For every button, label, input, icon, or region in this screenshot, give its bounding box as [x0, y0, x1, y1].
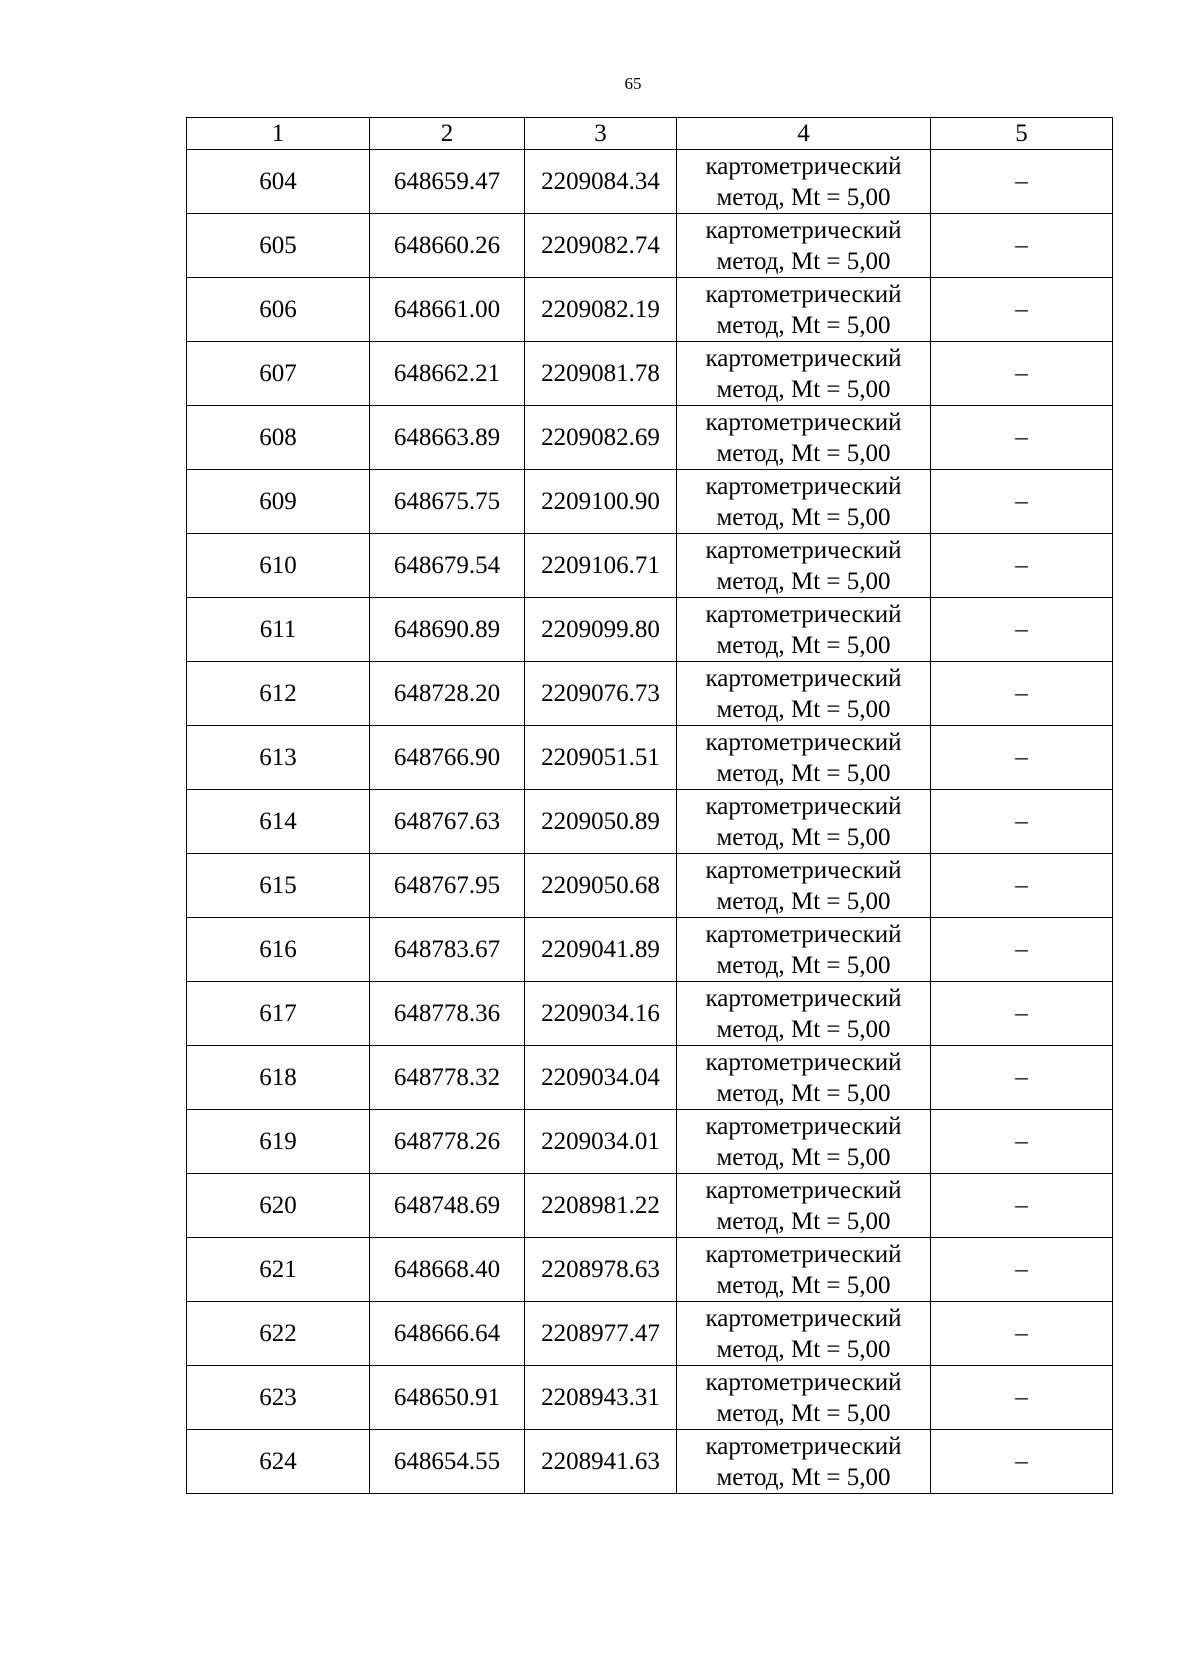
method-cell — [677, 1110, 931, 1174]
y-coordinate-cell: 2209041.89 — [525, 918, 677, 982]
method-line-1: картометрический — [705, 1304, 902, 1332]
y-coordinate-cell: 2209034.01 — [525, 1110, 677, 1174]
column-header-4: 4 — [677, 118, 931, 150]
y-coordinate-cell: 2209081.78 — [525, 342, 677, 406]
note-cell: – — [931, 1238, 1113, 1302]
method-line-1: картометрический — [705, 216, 902, 244]
table-row — [187, 982, 1113, 1046]
point-number-cell: 618 — [187, 1046, 370, 1110]
method-line-2: метод, Mt = 5,00 — [716, 951, 891, 979]
x-coordinate-cell: 648666.64 — [370, 1302, 525, 1366]
x-coordinate-cell: 648728.20 — [370, 662, 525, 726]
table-row — [187, 1046, 1113, 1110]
table-row — [187, 1302, 1113, 1366]
method-cell — [677, 1174, 931, 1238]
y-coordinate-cell: 2209082.74 — [525, 214, 677, 278]
table-row — [187, 150, 1113, 214]
table-row — [187, 342, 1113, 406]
point-number-cell: 604 — [187, 150, 370, 214]
table-row — [187, 1174, 1113, 1238]
method-cell — [677, 854, 931, 918]
page-number: 65 — [624, 74, 642, 93]
method-line-1: картометрический — [705, 920, 902, 948]
method-line-1: картометрический — [705, 152, 902, 180]
note-cell: – — [931, 790, 1113, 854]
method-line-1: картометрический — [705, 664, 902, 692]
note-cell: – — [931, 854, 1113, 918]
table-row — [187, 1238, 1113, 1302]
table-row — [187, 1366, 1113, 1430]
method-cell — [677, 918, 931, 982]
method-line-2: метод, Mt = 5,00 — [716, 439, 891, 467]
note-cell: – — [931, 1174, 1113, 1238]
column-header-3: 3 — [525, 118, 677, 150]
note-cell: – — [931, 534, 1113, 598]
note-cell: – — [931, 1430, 1113, 1494]
point-number-cell: 615 — [187, 854, 370, 918]
method-line-1: картометрический — [705, 728, 902, 756]
table-row — [187, 662, 1113, 726]
x-coordinate-cell: 648748.69 — [370, 1174, 525, 1238]
method-line-2: метод, Mt = 5,00 — [716, 759, 891, 787]
method-line-2: метод, Mt = 5,00 — [716, 1079, 891, 1107]
y-coordinate-cell: 2209082.19 — [525, 278, 677, 342]
point-number-cell: 621 — [187, 1238, 370, 1302]
note-cell: – — [931, 278, 1113, 342]
x-coordinate-cell: 648650.91 — [370, 1366, 525, 1430]
table-row — [187, 726, 1113, 790]
table-row — [187, 214, 1113, 278]
x-coordinate-cell: 648675.75 — [370, 470, 525, 534]
note-cell: – — [931, 1366, 1113, 1430]
x-coordinate-cell: 648767.95 — [370, 854, 525, 918]
method-line-1: картометрический — [705, 856, 902, 884]
y-coordinate-cell: 2209051.51 — [525, 726, 677, 790]
y-coordinate-cell: 2209034.16 — [525, 982, 677, 1046]
method-line-2: метод, Mt = 5,00 — [716, 695, 891, 723]
note-cell: – — [931, 150, 1113, 214]
point-number-cell: 614 — [187, 790, 370, 854]
table-row — [187, 918, 1113, 982]
method-line-1: картометрический — [705, 1112, 902, 1140]
table-row — [187, 854, 1113, 918]
method-line-2: метод, Mt = 5,00 — [716, 247, 891, 275]
method-line-2: метод, Mt = 5,00 — [716, 1271, 891, 1299]
y-coordinate-cell: 2208978.63 — [525, 1238, 677, 1302]
method-line-1: картометрический — [705, 1432, 902, 1460]
note-cell: – — [931, 598, 1113, 662]
column-header-5: 5 — [931, 118, 1113, 150]
y-coordinate-cell: 2208941.63 — [525, 1430, 677, 1494]
method-cell — [677, 662, 931, 726]
table-row — [187, 790, 1113, 854]
method-cell — [677, 1366, 931, 1430]
point-number-cell: 624 — [187, 1430, 370, 1494]
table-row — [187, 1110, 1113, 1174]
y-coordinate-cell: 2209084.34 — [525, 150, 677, 214]
method-line-1: картометрический — [705, 1176, 902, 1204]
note-cell: – — [931, 1302, 1113, 1366]
method-cell — [677, 406, 931, 470]
method-line-1: картометрический — [705, 984, 902, 1012]
method-cell — [677, 1046, 931, 1110]
table-row — [187, 598, 1113, 662]
method-cell — [677, 1430, 931, 1494]
method-line-2: метод, Mt = 5,00 — [716, 1463, 891, 1491]
method-line-1: картометрический — [705, 1240, 902, 1268]
table-row — [187, 470, 1113, 534]
point-number-cell: 623 — [187, 1366, 370, 1430]
method-line-2: метод, Mt = 5,00 — [716, 375, 891, 403]
method-cell — [677, 726, 931, 790]
column-header-2: 2 — [370, 118, 525, 150]
point-number-cell: 606 — [187, 278, 370, 342]
method-cell — [677, 534, 931, 598]
point-number-cell: 620 — [187, 1174, 370, 1238]
method-line-2: метод, Mt = 5,00 — [716, 1143, 891, 1171]
method-line-2: метод, Mt = 5,00 — [716, 823, 891, 851]
point-number-cell: 609 — [187, 470, 370, 534]
table-row — [187, 534, 1113, 598]
method-line-2: метод, Mt = 5,00 — [716, 1207, 891, 1235]
x-coordinate-cell: 648766.90 — [370, 726, 525, 790]
method-cell — [677, 1238, 931, 1302]
note-cell: – — [931, 470, 1113, 534]
x-coordinate-cell: 648778.32 — [370, 1046, 525, 1110]
point-number-cell: 613 — [187, 726, 370, 790]
note-cell: – — [931, 1110, 1113, 1174]
method-cell — [677, 278, 931, 342]
method-line-2: метод, Mt = 5,00 — [716, 311, 891, 339]
table-body — [187, 150, 1113, 1494]
y-coordinate-cell: 2208977.47 — [525, 1302, 677, 1366]
method-line-1: картометрический — [705, 1048, 902, 1076]
x-coordinate-cell: 648778.36 — [370, 982, 525, 1046]
y-coordinate-cell: 2209034.04 — [525, 1046, 677, 1110]
method-line-1: картометрический — [705, 280, 902, 308]
method-line-2: метод, Mt = 5,00 — [716, 503, 891, 531]
y-coordinate-cell: 2209050.68 — [525, 854, 677, 918]
method-line-2: метод, Mt = 5,00 — [716, 1015, 891, 1043]
method-line-2: метод, Mt = 5,00 — [716, 567, 891, 595]
note-cell: – — [931, 406, 1113, 470]
method-line-2: метод, Mt = 5,00 — [716, 183, 891, 211]
method-line-1: картометрический — [705, 792, 902, 820]
point-number-cell: 622 — [187, 1302, 370, 1366]
method-cell — [677, 598, 931, 662]
y-coordinate-cell: 2209050.89 — [525, 790, 677, 854]
point-number-cell: 605 — [187, 214, 370, 278]
point-number-cell: 612 — [187, 662, 370, 726]
x-coordinate-cell: 648778.26 — [370, 1110, 525, 1174]
y-coordinate-cell: 2208943.31 — [525, 1366, 677, 1430]
note-cell: – — [931, 214, 1113, 278]
x-coordinate-cell: 648659.47 — [370, 150, 525, 214]
method-cell — [677, 214, 931, 278]
method-line-1: картометрический — [705, 600, 902, 628]
table-row — [187, 278, 1113, 342]
point-number-cell: 607 — [187, 342, 370, 406]
point-number-cell: 611 — [187, 598, 370, 662]
method-line-1: картометрический — [705, 536, 902, 564]
method-cell — [677, 150, 931, 214]
y-coordinate-cell: 2209099.80 — [525, 598, 677, 662]
method-cell — [677, 342, 931, 406]
y-coordinate-cell: 2209076.73 — [525, 662, 677, 726]
x-coordinate-cell: 648660.26 — [370, 214, 525, 278]
x-coordinate-cell: 648783.67 — [370, 918, 525, 982]
point-number-cell: 608 — [187, 406, 370, 470]
method-line-2: метод, Mt = 5,00 — [716, 631, 891, 659]
x-coordinate-cell: 648654.55 — [370, 1430, 525, 1494]
note-cell: – — [931, 1046, 1113, 1110]
coordinates-table — [186, 117, 1113, 1494]
point-number-cell: 619 — [187, 1110, 370, 1174]
method-cell — [677, 982, 931, 1046]
x-coordinate-cell: 648679.54 — [370, 534, 525, 598]
point-number-cell: 616 — [187, 918, 370, 982]
method-line-1: картометрический — [705, 1368, 902, 1396]
x-coordinate-cell: 648767.63 — [370, 790, 525, 854]
method-line-1: картометрический — [705, 344, 902, 372]
method-line-2: метод, Mt = 5,00 — [716, 1335, 891, 1363]
x-coordinate-cell: 648662.21 — [370, 342, 525, 406]
method-cell — [677, 1302, 931, 1366]
x-coordinate-cell: 648663.89 — [370, 406, 525, 470]
y-coordinate-cell: 2208981.22 — [525, 1174, 677, 1238]
note-cell: – — [931, 662, 1113, 726]
point-number-cell: 610 — [187, 534, 370, 598]
method-line-1: картометрический — [705, 472, 902, 500]
note-cell: – — [931, 982, 1113, 1046]
x-coordinate-cell: 648661.00 — [370, 278, 525, 342]
y-coordinate-cell: 2209082.69 — [525, 406, 677, 470]
method-line-2: метод, Mt = 5,00 — [716, 887, 891, 915]
x-coordinate-cell: 648668.40 — [370, 1238, 525, 1302]
method-cell — [677, 470, 931, 534]
coordinates-table-container — [186, 117, 1112, 1494]
note-cell: – — [931, 726, 1113, 790]
column-header-1: 1 — [187, 118, 370, 150]
table-row — [187, 1430, 1113, 1494]
x-coordinate-cell: 648690.89 — [370, 598, 525, 662]
y-coordinate-cell: 2209106.71 — [525, 534, 677, 598]
method-line-1: картометрический — [705, 408, 902, 436]
method-line-2: метод, Mt = 5,00 — [716, 1399, 891, 1427]
note-cell: – — [931, 342, 1113, 406]
y-coordinate-cell: 2209100.90 — [525, 470, 677, 534]
point-number-cell: 617 — [187, 982, 370, 1046]
table-header-row — [187, 118, 1113, 150]
method-cell — [677, 790, 931, 854]
table-row — [187, 406, 1113, 470]
note-cell: – — [931, 918, 1113, 982]
